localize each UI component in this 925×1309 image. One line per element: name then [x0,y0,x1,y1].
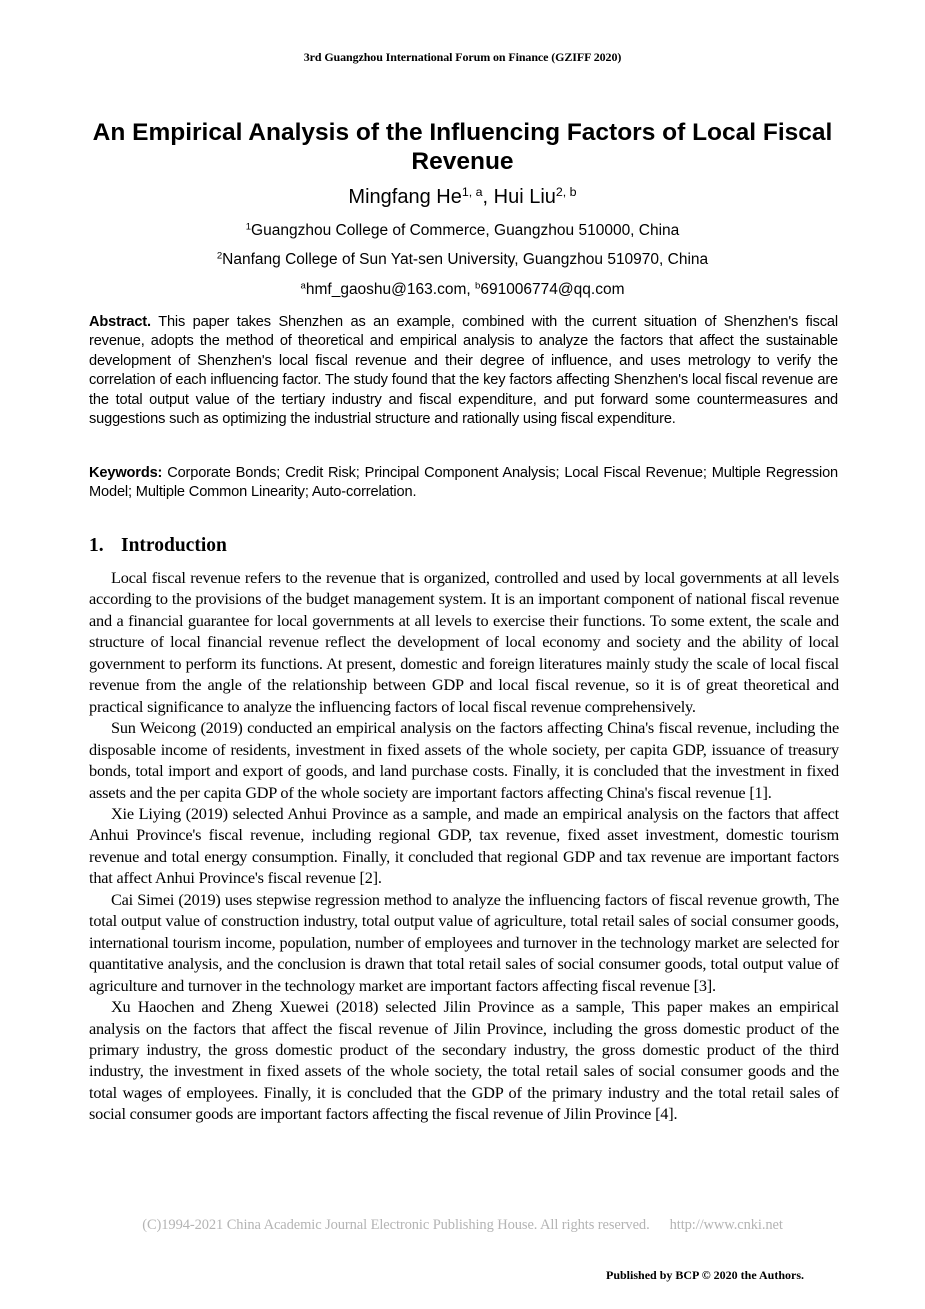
author-affiliation-marker: 1, a [461,185,483,200]
watermark-url[interactable]: http://www.cnki.net [669,1217,783,1233]
publisher-footer: Published by BCP © 2020 the Authors. [606,1268,805,1282]
section-heading [89,534,227,558]
author-list [0,185,925,209]
email-marker: b [474,280,481,292]
author-name: Mingfang He [348,186,462,208]
keywords [89,464,838,503]
abstract-label: Abstract. [89,314,151,330]
paragraph: Cai Simei (2019) uses stepwise regression method to analyze the influencing factors of fiscal revenue growth, The total output value of construction industry, total output value of agriculture, total retail sales of social consumer goods, international tourism income, population, number of employees and turnover in the technology market are selected for quantitative analysis, and the conclusion is drawn that total retail sales of social consumer goods, total output value of agriculture and turnover in the technology market are important factors affecting fiscal revenue [3]. [89,889,839,995]
paragraph: Sun Weicong (2019) conducted an empirical analysis on the factors affecting China's fiscal revenue, including the disposable income of residents, investment in fixed assets of the whole society, per capita GDP, issuance of treasury bonds, total import and export of goods, and land purchase costs. Finally, it is concluded that the investment in fixed assets and the per capita GDP of the whole society are important factors affecting China's fiscal revenue [1]. [89,718,839,802]
conference-header: 3rd Guangzhou International Forum on Finance (GZIFF 2020) [303,50,622,64]
affiliation-text: Guangzhou College of Commerce, Guangzhou 510000, China [251,222,680,239]
affiliation-marker: 1 [245,221,252,233]
section-number: 1. [89,535,104,556]
keywords-label: Keywords: [89,465,163,481]
keywords-text: Corporate Bonds; Credit Risk; Principal Component Analysis; Local Fiscal Revenue; Multiple Regression Model; Multiple Common Linearity; Auto-correlation. [89,465,839,501]
email-address[interactable]: 691006774@qq.com [480,281,625,298]
paragraph: Xie Liying (2019) selected Anhui Province as a sample, and made an empirical analysis on the factors that affect Anhui Province's fiscal revenue, including regional GDP, tax revenue, fixed asset investment, domestic tourism revenue and total energy consumption. Finally, it concluded that regional GDP and tax revenue are important factors that affect Anhui Province's fiscal revenue [2]. [89,803,839,888]
email-address[interactable]: hmf_gaoshu@163.com [305,281,467,298]
affiliation-marker: 2 [216,250,223,262]
email-separator: , [466,281,475,298]
author-separator: , [482,186,494,208]
section-title: Introduction [121,535,227,556]
watermark-copyright: (C)1994-2021 China Academic Journal Electronic Publishing House. All rights reserved. [142,1217,650,1233]
affiliation [0,251,925,269]
paragraph: Xu Haochen and Zheng Xuewei (2018) selected Jilin Province as a sample, This paper makes an empirical analysis on the factors that affect the fiscal revenue of Jilin Province, including the gross domestic product of the primary industry, the gross domestic product of the secondary industry, the gross domestic product of the third industry, the investment in fixed assets of the whole society, the total retail sales of social consumer goods and the total wages of employees. Finally, it is concluded that the GDP of the primary industry and the total retail sales of social consumer goods are important factors affecting the fiscal revenue of Jilin Province [4]. [89,997,839,1124]
abstract [89,313,838,429]
affiliation-text: Nanfang College of Sun Yat-sen University, Guangzhou 510970, China [222,251,709,268]
affiliation [0,222,925,240]
paragraph: Local fiscal revenue refers to the revenue that is organized, controlled and used by local governments at all levels according to the provisions of the budget management system. It is an important component of national fiscal revenue and a financial guarantee for local governments at all levels to exercise their functions. To some extent, the scale and structure of local financial revenue reflect the development of local economy and society and the ability of local government to perform its functions. At present, domestic and foreign literatures mainly study the scale of local fiscal revenue from the angle of the relationship between GDP and local fiscal revenue, so it is of great theoretical and practical significance to analyze the influencing factors of local fiscal revenue comprehensively. [89,568,839,716]
author-affiliation-marker: 2, b [555,185,577,200]
author-name: Hui Liu [493,186,556,208]
section-body [89,567,839,1125]
paper-title: An Empirical Analysis of the Influencing Factors of Local Fiscal Revenue [92,119,833,175]
email-marker: a [300,280,306,292]
author-emails [0,281,925,299]
copyright-watermark [0,1217,925,1234]
abstract-text: This paper takes Shenzhen as an example, combined with the current situation of Shenzhen's fiscal revenue, adopts the method of theoretical and empirical analysis to analyze the factors that affect the sustainable development of Shenzhen's local fiscal revenue and their degree of influence, and uses metrology to verify the correlation of each influencing factor. The study found that the key factors affecting Shenzhen's local fiscal revenue are the total output value of the tertiary industry and fiscal expenditure, and put forward some countermeasures and suggestions such as optimizing the industrial structure and rationally using fiscal expenditure. [89,314,838,428]
